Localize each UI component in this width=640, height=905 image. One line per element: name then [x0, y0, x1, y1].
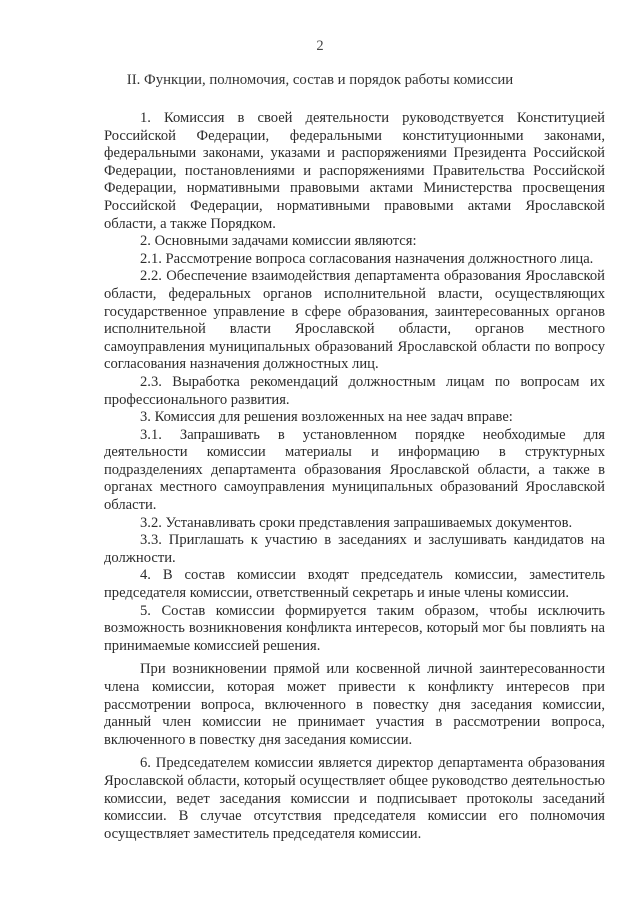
paragraph: 3.3. Приглашать к участию в заседаниях и заслушивать кандидатов на должности. [104, 532, 605, 566]
paragraph: 3. Комиссия для решения возложенных на нее задач вправе: [140, 409, 513, 426]
paragraph: 4. В состав комиссии входят председатель комиссии, заместитель председателя комиссии, ответственный секретарь и иные члены комиссии. [104, 567, 605, 602]
section-heading: II. Функции, полномочия, состав и порядок работы комиссии [126, 72, 514, 88]
page-number: 2 [316, 38, 324, 54]
paragraph: 2.2. Обеспечение взаимодействия департамента образования Ярославской области, федеральных органов исполнительной власти, осуществляющих государственное управление в сфере образования, заинтересованных органов исполнительной власти Ярославской области, органов местного самоуправления муниципальных образований Ярославской области по вопросу согласования назначения должностных лиц. [104, 268, 605, 373]
document-body [104, 110, 605, 843]
paragraph: При возникновении прямой или косвенной личной заинтересованности члена комиссии, которая может привести к конфликту интересов при рассмотрении вопроса, включенного в повестку дня заседания комиссии, данный член комиссии не принимает участия в рассмотрении вопроса, включенного в повестку дня заседания комиссии. [104, 661, 605, 748]
paragraph: 6. Председателем комиссии является директор департамента образования Ярославской области, который осуществляет общее руководство деятельностью комиссии, ведет заседания комиссии и подписывает протоколы заседаний комиссии. В случае отсутствия председателя комиссии его полномочия осуществляет заместитель председателя комиссии. [104, 755, 605, 842]
paragraph: 3.2. Устанавливать сроки представления запрашиваемых документов. [140, 514, 573, 531]
paragraph: 2.3. Выработка рекомендаций должностным лицам по вопросам их профессионального развития. [104, 373, 605, 408]
paragraph: 5. Состав комиссии формируется таким образом, чтобы исключить возможность возникновения конфликта интересов, который мог бы повлиять на принимаемые комиссией решения. [104, 602, 605, 654]
paragraph: 2. Основными задачами комиссии являются: [140, 233, 417, 250]
paragraph: 1. Комиссия в своей деятельности руководствуется Конституцией Российской Федерации, федеральными конституционными законами, федеральными законами, указами и распоряжениями Президента Российской Федерации, постановлениями и распоряжениями Правительства Российской Федерации, нормативными правовыми актами Министерства просвещения Российской Федерации, нормативными правовыми актами Ярославской области, а также Порядком. [104, 110, 605, 232]
paragraph: 2.1. Рассмотрение вопроса согласования назначения должностного лица. [140, 250, 594, 267]
paragraph: 3.1. Запрашивать в установленном порядке необходимые для деятельности комиссии материалы и информацию в структурных подразделениях департамента образования Ярославской области, а также в органах местного самоуправления муниципальных образований Ярославской области. [104, 426, 605, 514]
